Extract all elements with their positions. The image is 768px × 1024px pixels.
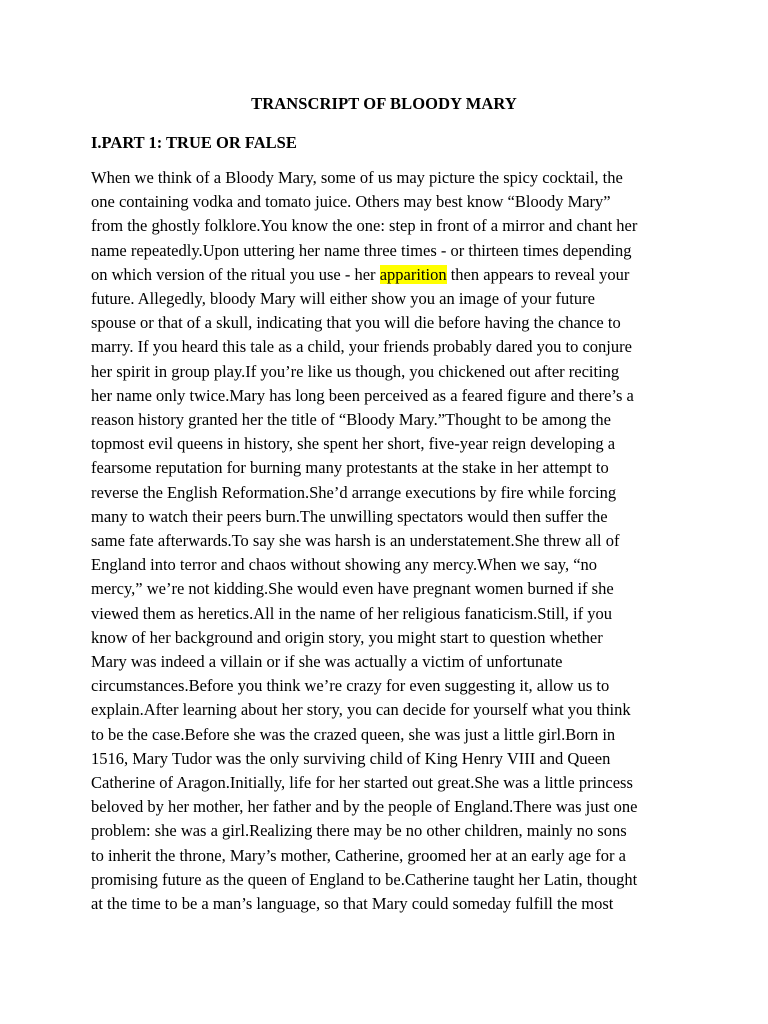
section-heading: I.PART 1: TRUE OR FALSE [91, 133, 297, 152]
text-line: future. Allegedly, bloody Mary will either show you an image of your future [91, 289, 595, 309]
text-line: circumstances.Before you think we’re crazy for even suggesting it, allow us to [91, 676, 610, 696]
text-line [91, 263, 681, 287]
text-line: reason history granted her the title of “Bloody Mary.”Thought to be among the [91, 410, 611, 430]
text-line: viewed them as heretics.All in the name of her religious fanaticism.Still, if you [91, 603, 612, 623]
text-line: her spirit in group play.If you’re like us though, you chickened out after reciting [91, 361, 620, 381]
text-line: same fate afterwards.To say she was harsh is an understatement.She threw all of [91, 531, 620, 551]
text-line: topmost evil queens in history, she spent her short, five-year reign developing a [91, 434, 616, 454]
text-line: problem: she was a girl.Realizing there may be no other children, mainly no sons [91, 821, 627, 841]
text-line: at the time to be a man’s language, so that Mary could someday fulfill the most [91, 894, 614, 914]
text-line: know of her background and origin story, you might start to question whether [91, 627, 603, 647]
body-paragraph [91, 166, 681, 916]
text-line: from the ghostly folklore.You know the one: step in front of a mirror and chant her [91, 216, 638, 236]
text-line: her name only twice.Mary has long been perceived as a feared figure and there’s a [91, 385, 634, 405]
text-segment: then appears to reveal your [446, 264, 630, 284]
text-line: Mary was indeed a villain or if she was actually a victim of unfortunate [91, 652, 563, 672]
text-line: fearsome reputation for burning many protestants at the stake in her attempt to [91, 458, 609, 478]
highlighted-word: apparition [379, 264, 447, 284]
text-line: When we think of a Bloody Mary, some of us may picture the spicy cocktail, the [91, 168, 623, 187]
text-line: name repeatedly.Upon uttering her name three times - or thirteen times depending [91, 240, 632, 260]
text-line: beloved by her mother, her father and by the people of England.There was just one [91, 797, 638, 817]
text-line: to inherit the throne, Mary’s mother, Catherine, groomed her at an early age for a [91, 845, 626, 865]
text-line: 1516, Mary Tudor was the only surviving child of King Henry VIII and Queen [91, 748, 611, 768]
text-line: Catherine of Aragon.Initially, life for her started out great.She was a little princess [91, 773, 633, 793]
text-segment: on which version of the ritual you use - her [91, 264, 380, 284]
text-line: reverse the English Reformation.She’d arrange executions by fire while forcing [91, 482, 617, 502]
text-line: marry. If you heard this tale as a child, your friends probably dared you to conjure [91, 337, 632, 357]
text-line: many to watch their peers burn.The unwilling spectators would then suffer the [91, 506, 608, 526]
text-line: to be the case.Before she was the crazed queen, she was just a little girl.Born in [91, 724, 616, 744]
text-line: mercy,” we’re not kidding.She would even have pregnant women burned if she [91, 579, 614, 599]
text-line: spouse or that of a skull, indicating that you will die before having the chance to [91, 313, 621, 333]
text-line: explain.After learning about her story, you can decide for yourself what you think [91, 700, 631, 720]
text-line: promising future as the queen of England to be.Catherine taught her Latin, thought [91, 869, 638, 889]
document-title: TRANSCRIPT OF BLOODY MARY [251, 94, 517, 113]
text-line: one containing vodka and tomato juice. Others may best know “Bloody Mary” [91, 192, 611, 212]
text-line: England into terror and chaos without showing any mercy.When we say, “no [91, 555, 598, 575]
